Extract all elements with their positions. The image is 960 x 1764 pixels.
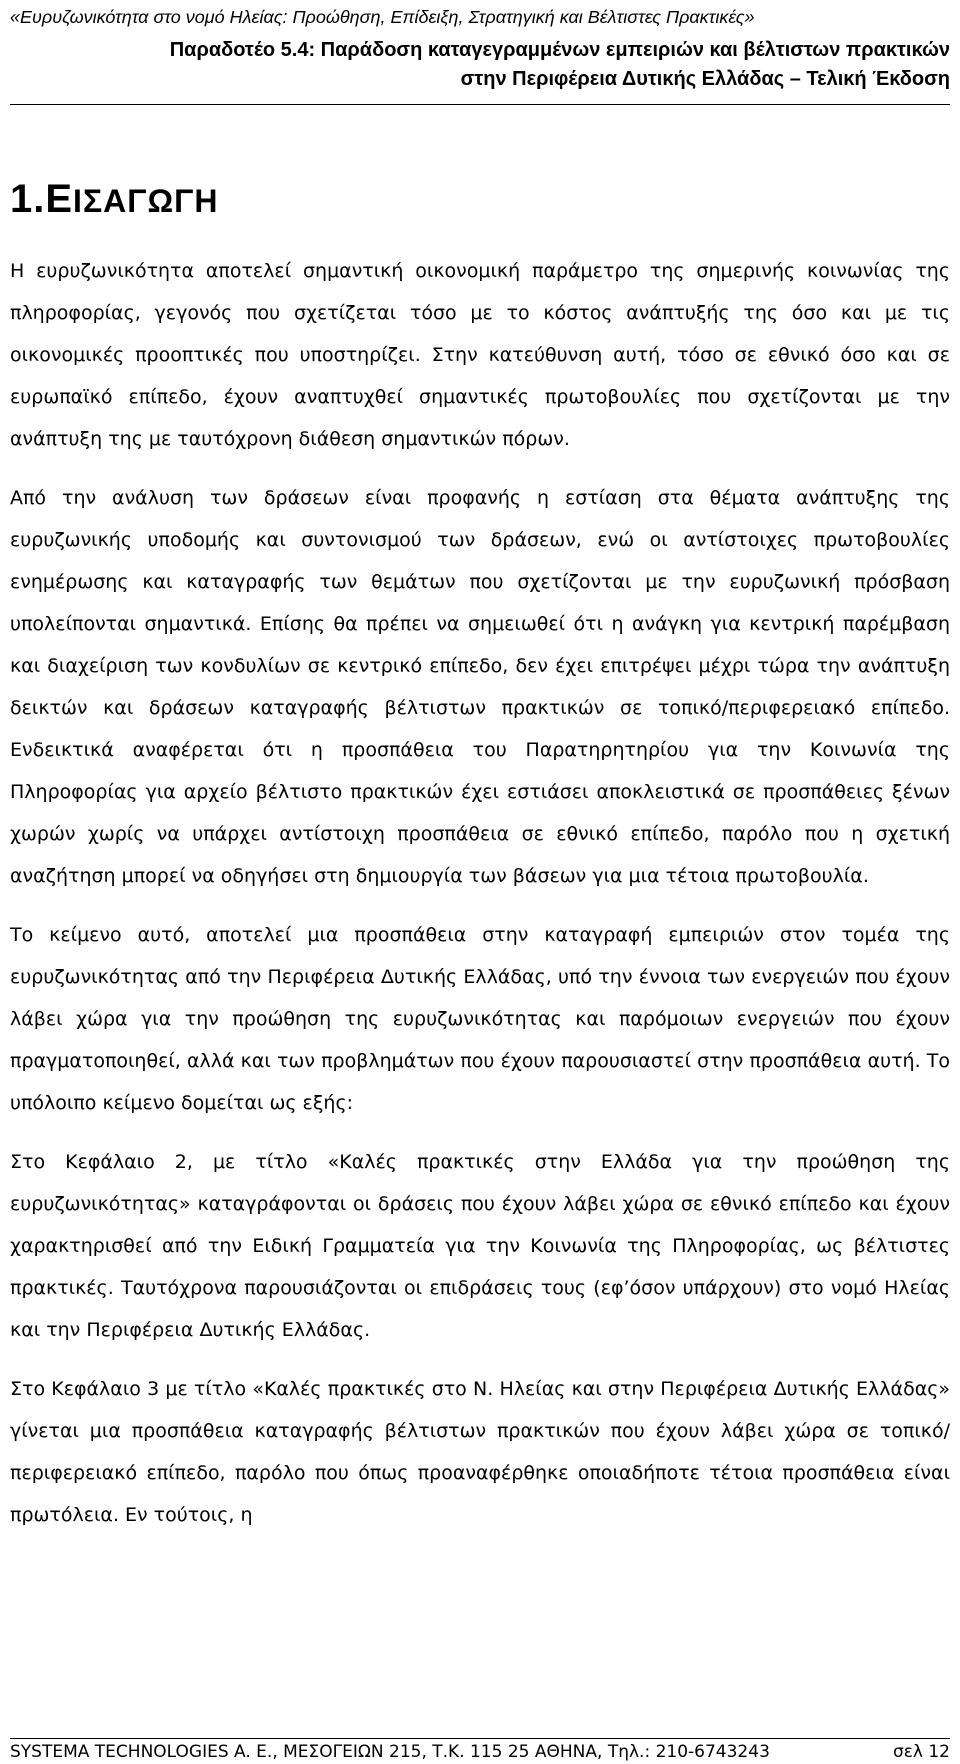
deliverable-title — [10, 36, 950, 94]
footer-divider — [10, 1738, 950, 1739]
section-heading — [10, 176, 218, 224]
header-divider — [10, 104, 950, 105]
section-title-rest: ΙΣΑΓΩΓΗ — [73, 183, 219, 219]
body-text — [10, 250, 950, 1553]
paragraph: Από την ανάλυση των δράσεων είναι προφανής η εστίαση στα θέματα ανάπτυξης της ευρυζωνικής υποδομής και συντονισμού των δράσεων, ενώ οι αντίστοιχες πρωτοβουλίες ενημέρωσης και καταγραφής των θεμάτων που σχετίζονται με την ευρυζωνική πρόσβαση υπολείπονται σημαντικά. Επίσης θα πρέπει να σημειωθεί ότι η ανάγκη για κεντρική παρέμβαση και διαχείριση των κονδυλίων σε κεντρικό επίπεδο, δεν έχει επιτρέψει μέχρι τώρα την ανάπτυξη δεικτών και δράσεων καταγραφής βέλτιστων πρακτικών σε τοπικό/περιφερειακό επίπεδο. Ενδεικτικά αναφέρεται ότι η προσπάθεια του Παρατηρητηρίου για την Κοινωνία της Πληροφορίας για αρχείο βέλτιστο πρακτικών έχει εστιάσει αποκλειστικά σε προσπάθειες ξένων χωρών χωρίς να υπάρχει αντίστοιχη προσπάθεια σε εθνικό επίπεδο, παρόλο που η σχετική αναζήτηση μπορεί να οδηγήσει στη δημιουργία των βάσεων για μια τέτοια πρωτοβουλία. — [10, 487, 950, 887]
deliverable-title-line-1: Παραδοτέο 5.4: Παράδοση καταγεγραμμένων εμπειριών και βέλτιστων πρακτικών — [169, 39, 950, 61]
section-title-initial: Ε — [45, 177, 74, 221]
paragraph: Στο Κεφάλαιο 2, με τίτλο «Καλές πρακτικές στην Ελλάδα για την προώθηση της ευρυζωνικότητας» καταγράφονται οι δράσεις που έχουν λάβει χώρα σε εθνικό επίπεδο και έχουν χαρακτηρισθεί από την Ειδική Γραμματεία για την Κοινωνία της Πληροφορίας, ως βέλτιστες πρακτικές. Ταυτόχρονα παρουσιάζονται οι επιδράσεις τους (εφ’όσον υπάρχουν) στο νομό Ηλείας και την Περιφέρεια Δυτικής Ελλάδας. — [10, 1151, 950, 1341]
paragraph: Στο Κεφάλαιο 3 με τίτλο «Καλές πρακτικές στο Ν. Ηλείας και στην Περιφέρεια Δυτικής Ελλάδας» γίνεται μια προσπάθεια καταγραφής βέλτιστων πρακτικών που έχουν λάβει χώρα σε τοπικό/περιφερειακό επίπεδο, παρόλο που όπως προαναφέρθηκε οποιαδήποτε τέτοια προσπάθεια είναι πρωτόλεια. Εν τούτοις, η — [10, 1378, 950, 1526]
project-subtitle: «Ευρυζωνικότητα στο νομό Ηλείας: Προώθηση, Επίδειξη, Στρατηγική και Βέλτιστες Πρακτικές» — [10, 7, 755, 27]
deliverable-title-line-2: στην Περιφέρεια Δυτικής Ελλάδας – Τελική Έκδοση — [460, 68, 950, 90]
page-footer — [10, 1741, 950, 1763]
section-number: 1. — [10, 177, 46, 221]
paragraph: Η ευρυζωνικότητα αποτελεί σημαντική οικονομική παράμετρο της σημερινής κοινωνίας της πληροφορίας, γεγονός που σχετίζεται τόσο με το κόστος ανάπτυξής της όσο και με τις οικονομικές προοπτικές που υποστηρίζει. Στην κατεύθυνση αυτή, τόσο σε εθνικό όσο και σε ευρωπαϊκό επίπεδο, έχουν αναπτυχθεί σημαντικές πρωτοβουλίες που σχετίζονται με την ανάπτυξη της με ταυτόχρονη διάθεση σημαντικών πόρων. — [10, 260, 950, 450]
footer-company-info: SYSTEMA TECHNOLOGIES A. E., ΜΕΣΟΓΕΙΩΝ 215, Τ.Κ. 115 25 ΑΘΗΝΑ, Τηλ.: 210-6743243 — [10, 1742, 770, 1762]
page-number: σελ 12 — [892, 1742, 950, 1762]
paragraph: Το κείμενο αυτό, αποτελεί μια προσπάθεια στην καταγραφή εμπειριών στον τομέα της ευρυζωνικότητας από την Περιφέρεια Δυτικής Ελλάδας, υπό την έννοια των ενεργειών που έχουν λάβει χώρα για την προώθηση της ευρυζωνικότητας και παρόμοιων ενεργειών που έχουν πραγματοποιηθεί, αλλά και των προβλημάτων που έχουν παρουσιαστεί στην προσπάθεια αυτή. Το υπόλοιπο κείμενο δομείται ως εξής: — [10, 924, 950, 1114]
page-header — [10, 4, 950, 94]
